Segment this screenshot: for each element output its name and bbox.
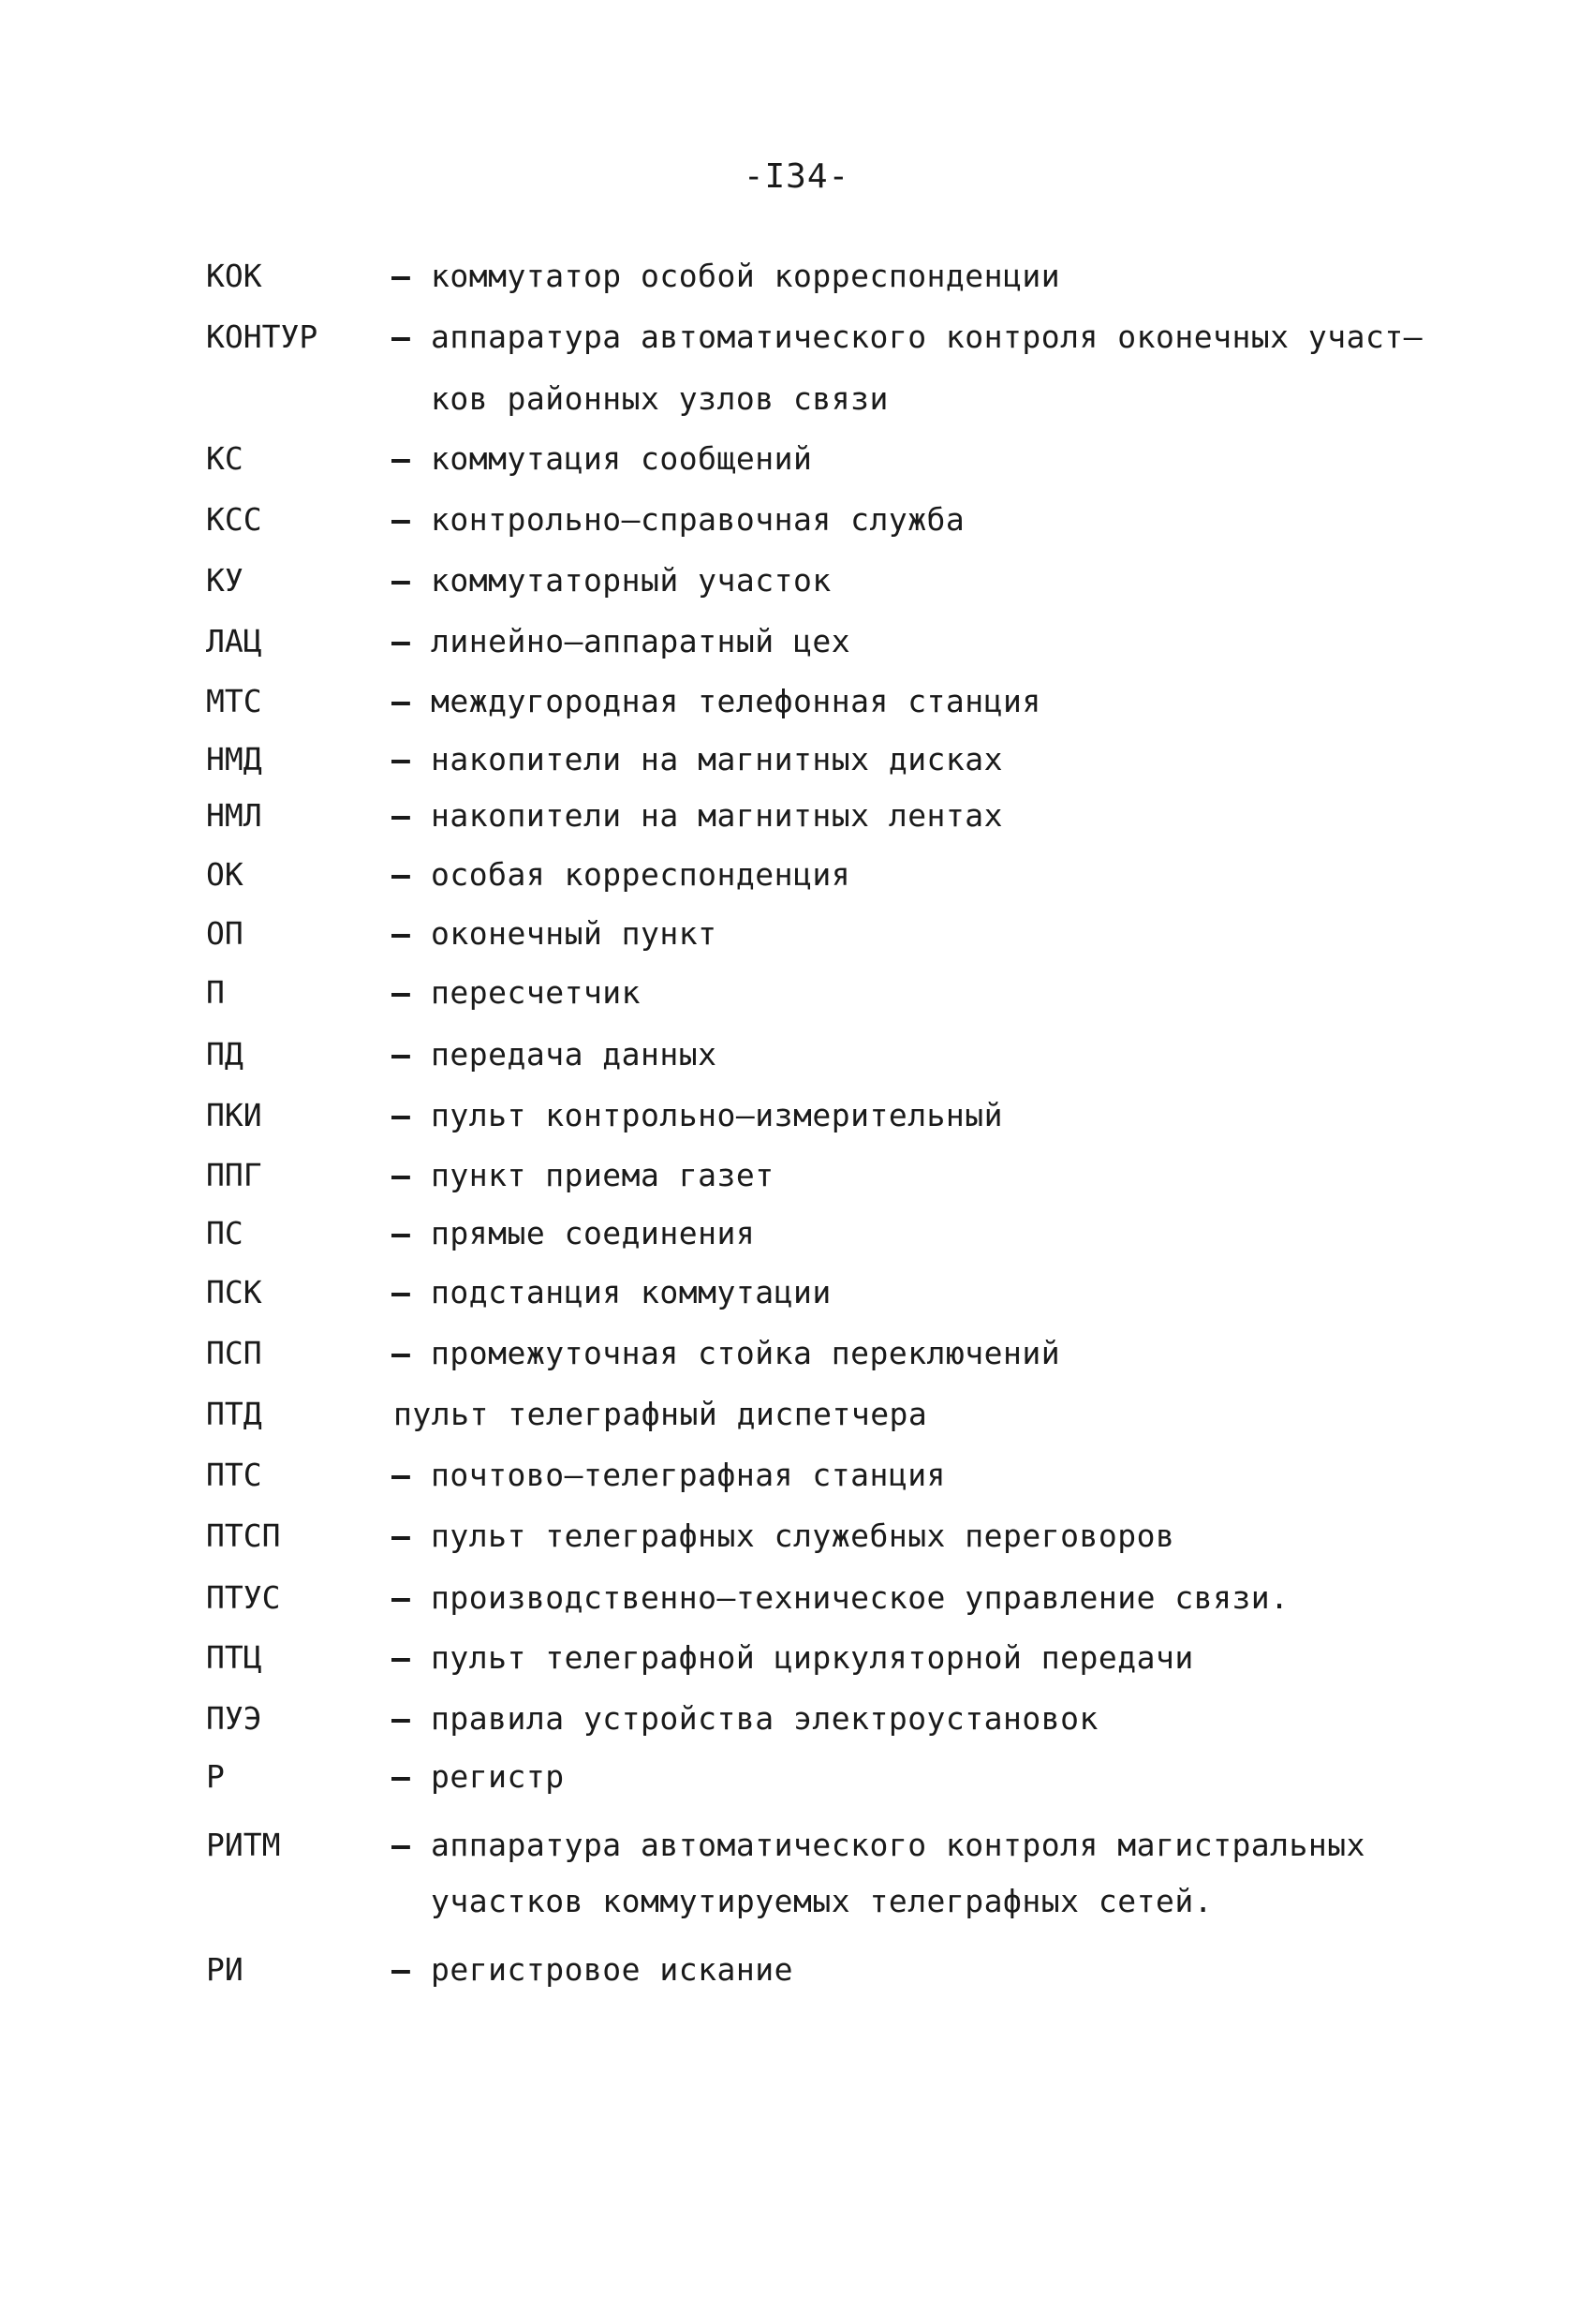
abbreviation-definition: пульт телеграфной циркуляторной передачи [431, 1639, 1194, 1676]
dash: – [391, 1097, 410, 1133]
abbreviation-definition: линейно–аппаратный цех [431, 623, 851, 659]
abbreviation-definition: пульт контрольно–измерительный [431, 1097, 1004, 1133]
dash: – [391, 440, 410, 477]
abbreviation-term: ПТУС [206, 1579, 281, 1616]
dash: – [391, 856, 410, 893]
abbreviation-term: ОП [206, 915, 243, 952]
abbreviation-definition: подстанция коммутации [431, 1274, 832, 1310]
abbreviation-definition: контрольно–справочная служба [431, 501, 966, 538]
abbreviation-term: ППГ [206, 1157, 262, 1193]
abbreviation-definition: почтово–телеграфная станция [431, 1457, 946, 1493]
abbreviation-term: КС [206, 440, 243, 477]
dash: – [391, 501, 410, 538]
dash: – [391, 1758, 410, 1795]
abbreviation-term: ПТД [206, 1396, 262, 1432]
dash: – [391, 1335, 410, 1371]
dash: – [391, 1700, 410, 1737]
abbreviation-term: НМЛ [206, 797, 262, 834]
dash: – [391, 1517, 410, 1554]
abbreviation-definition: коммутация сообщений [431, 440, 813, 477]
abbreviation-term: КОНТУР [206, 318, 318, 355]
dash: – [391, 1457, 410, 1493]
abbreviation-definition: пункт приема газет [431, 1157, 774, 1193]
abbreviation-definition: коммутаторный участок [431, 562, 832, 599]
dash: – [391, 1036, 410, 1073]
abbreviation-term: ОК [206, 856, 243, 893]
dash: – [391, 797, 410, 834]
abbreviation-definition: междугородная телефонная станция [431, 683, 1041, 719]
abbreviation-term: ПТЦ [206, 1639, 262, 1676]
abbreviation-definition: правила устройства электроустановок [431, 1700, 1099, 1737]
dash: – [391, 258, 410, 294]
abbreviation-definition: коммутатор особой корреспонденции [431, 258, 1061, 294]
abbreviation-term: ПТС [206, 1457, 262, 1493]
dash: – [391, 1157, 410, 1193]
dash: – [391, 1827, 410, 1863]
abbreviation-definition: промежуточная стойка переключений [431, 1335, 1061, 1371]
abbreviation-definition: накопители на магнитных лентах [431, 797, 1004, 834]
abbreviation-definition: аппаратура автоматического контроля магистральных [431, 1827, 1366, 1863]
abbreviation-term: ПС [206, 1215, 243, 1251]
abbreviation-term: КУ [206, 562, 243, 599]
abbreviation-term: РИ [206, 1951, 243, 1988]
dash: – [391, 1579, 410, 1616]
abbreviation-definition: накопители на магнитных дисках [431, 741, 1004, 777]
dash: – [391, 915, 410, 952]
abbreviation-definition: производственно–техническое управление связи. [431, 1579, 1290, 1616]
abbreviation-term: Р [206, 1758, 225, 1795]
abbreviation-definition: особая корреспонденция [431, 856, 851, 893]
abbreviation-term: ПКИ [206, 1097, 262, 1133]
dash: – [391, 1215, 410, 1251]
dash: – [391, 741, 410, 777]
abbreviation-definition: оконечный пункт [431, 915, 717, 952]
abbreviation-term: МТС [206, 683, 262, 719]
abbreviation-term: РИТМ [206, 1827, 281, 1863]
abbreviation-definition: регистровое искание [431, 1951, 793, 1988]
dash: – [391, 1274, 410, 1310]
abbreviation-term: НМД [206, 741, 262, 777]
abbreviation-definition: пульт телеграфный диспетчера [393, 1396, 928, 1432]
dash: – [391, 683, 410, 719]
abbreviation-term: ПСП [206, 1335, 262, 1371]
dash: – [391, 1639, 410, 1676]
abbreviation-definition-continuation: ков районных узлов связи [431, 380, 889, 417]
abbreviation-definition: аппаратура автоматического контроля оконечных участ– [431, 318, 1423, 355]
abbreviation-term: ПУЭ [206, 1700, 262, 1737]
dash: – [391, 974, 410, 1011]
abbreviation-term: П [206, 974, 225, 1011]
abbreviation-term: ПТСП [206, 1517, 281, 1554]
abbreviation-definition: прямые соединения [431, 1215, 756, 1251]
dash: – [391, 623, 410, 659]
abbreviation-definition: пересчетчик [431, 974, 642, 1011]
abbreviation-definition: пульт телеграфных служебных переговоров [431, 1517, 1175, 1554]
dash: – [391, 1951, 410, 1988]
dash: – [391, 318, 410, 355]
abbreviation-definition: регистр [431, 1758, 565, 1795]
abbreviation-term: ЛАЦ [206, 623, 262, 659]
abbreviation-definition-continuation: участков коммутируемых телеграфных сетей. [431, 1883, 1214, 1919]
dash: – [391, 562, 410, 599]
abbreviation-term: ПСК [206, 1274, 262, 1310]
abbreviation-term: КСС [206, 501, 262, 538]
abbreviation-definition: передача данных [431, 1036, 717, 1073]
abbreviation-term: ПД [206, 1036, 243, 1073]
abbreviation-term: КОК [206, 258, 262, 294]
page-number: -I34- [743, 157, 850, 196]
